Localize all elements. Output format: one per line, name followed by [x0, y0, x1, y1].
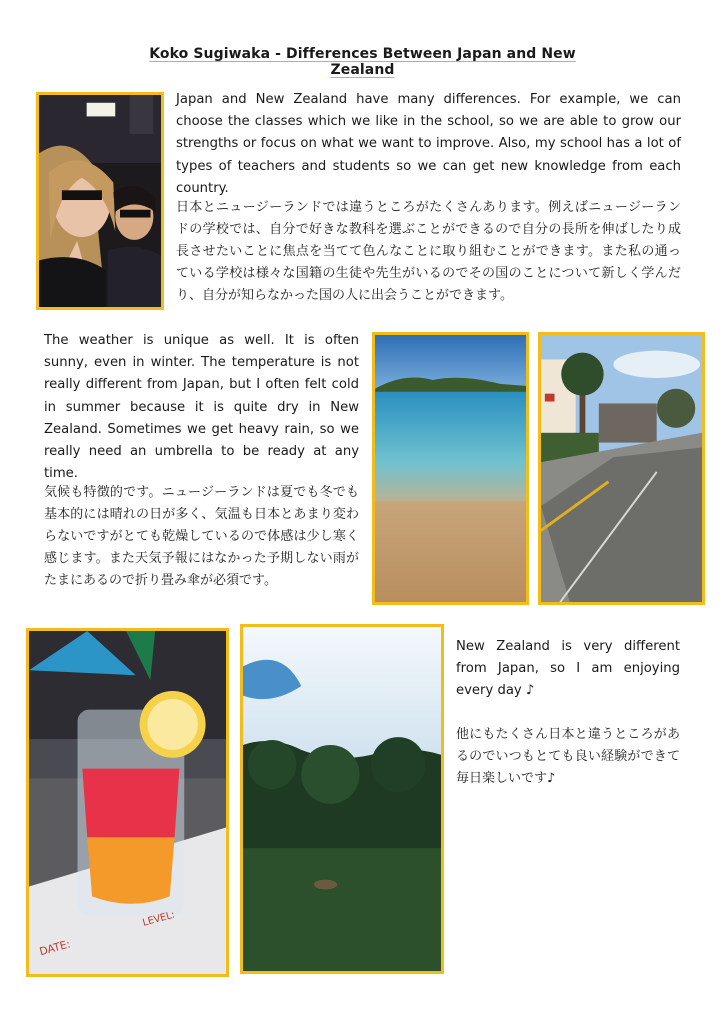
- section3-japanese: 他にもたくさん日本と違うところがあるのでいつもとても良い経験ができて毎日楽しいです♪: [456, 727, 680, 786]
- photo-garden: [240, 624, 444, 974]
- photo-street: [538, 332, 705, 605]
- photo-beach: [372, 332, 529, 605]
- page-title: Koko Sugiwaka - Differences Between Japan and New Zealand: [149, 46, 576, 78]
- section1-japanese: 日本とニュージーランドでは違うところがたくさんあります。例えばニュージーランドの学校では、自分で好きな教科を選ぶことができるので自分の長所を伸ばしたり成長させたいことに焦点を当てて色んなことに取り組むことができます。また私の通っている学校は様々な国籍の生徒や先生がいるのでその国のことについて新しく学んだり、自分が知らなかった国の人に出会うことができます。: [176, 200, 681, 303]
- card-level-label: LEVEL:: [141, 909, 177, 929]
- photo-drink: [26, 628, 229, 977]
- section3-english: New Zealand is very different from Japan, so I am enjoying every day ♪: [456, 639, 680, 699]
- section2-english: The weather is unique as well. It is often sunny, even in winter. The temperature is not really different from Japan, but I often felt cold in summer because it is quite dry in New Zealand. Sometimes we get heavy rain, so we really need an umbrella to be ready at any time.: [44, 333, 359, 482]
- card-date-label: DATE:: [38, 937, 72, 959]
- section2-japanese: 気候も特徴的です。ニュージーランドは夏でも冬でも基本的には晴れの日が多く、気温も日本とあまり変わらないですがとても乾燥しているので体感は少し寒く感じます。また天気予報にはなかった予期しない雨がたまにあるので折り畳み傘が必須です。: [44, 485, 359, 588]
- section1-english: Japan and New Zealand have many differences. For example, we can choose the classes which we like in the school, so we are able to grow our strengths or focus on what we want to improve. Also, my school has a lot of types of teachers and students so we can get new knowledge from each country.: [176, 92, 681, 196]
- photo-students-selfie: [36, 92, 164, 310]
